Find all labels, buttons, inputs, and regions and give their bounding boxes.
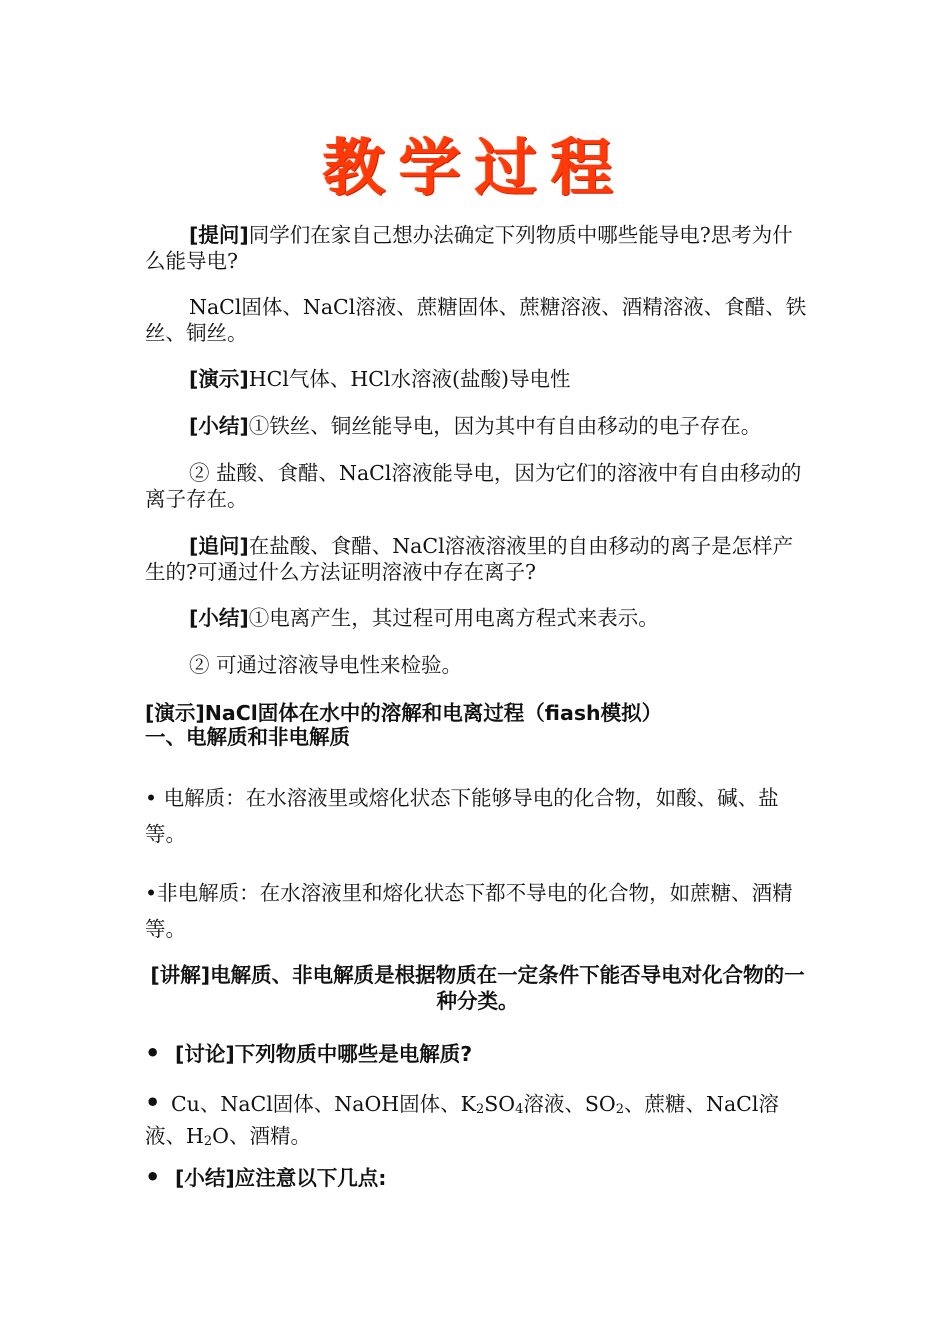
explanation-text: 电解质、非电解质是根据物质在一定条件下能否导电对化合物的一种分类。	[210, 963, 805, 1013]
subscript: 2	[615, 1102, 625, 1117]
paragraph-demo-flash	[145, 700, 810, 726]
tag-discussion: [讨论]	[175, 1042, 235, 1066]
tag-question: [提问]	[189, 223, 249, 247]
tag-explain: [讲解]	[150, 963, 211, 987]
tag-summary: [小结]	[189, 414, 249, 438]
substance-text: Cu、NaCl固体、NaOH固体、K	[171, 1092, 476, 1116]
substance-text: SO	[484, 1092, 516, 1116]
paragraph-summary-1	[145, 413, 810, 439]
summary-points-text: 应注意以下几点:	[234, 1166, 387, 1190]
demo-flash-text: NaCl固体在水中的溶解和电离过程（fiash模拟）	[204, 701, 663, 725]
paragraph-summary-2: ② 盐酸、食醋、NaCl溶液能导电，因为它们的溶液中有自由移动的离子存在。	[145, 461, 802, 511]
demo-text: HCl气体、HCl水溶液(盐酸)导电性	[248, 367, 571, 391]
subscript: 4	[515, 1102, 524, 1117]
paragraph-substance-list	[145, 1090, 810, 1155]
page-title: 教学过程	[322, 131, 627, 204]
bullet-icon: •	[145, 1039, 161, 1067]
discussion-text: 下列物质中哪些是电解质?	[234, 1042, 473, 1066]
tag-demo: [演示]	[189, 367, 249, 391]
summary-3-text: ①电离产生，其过程可用电离方程式来表示。	[248, 606, 659, 630]
subscript: 2	[203, 1134, 213, 1149]
summary-1-text: ①铁丝、铜丝能导电，因为其中有自由移动的电子存在。	[248, 414, 762, 438]
substance-text: 、蔗糖、NaCl溶液、H	[145, 1092, 779, 1148]
paragraph-question	[145, 222, 810, 274]
substance-text: O、酒精。	[212, 1124, 311, 1148]
subscript: 2	[475, 1102, 485, 1117]
paragraph-summary-points	[145, 1164, 810, 1191]
tag-followup: [追问]	[189, 534, 249, 558]
followup-text: 在盐酸、食醋、NaCl溶液溶液里的自由移动的离子是怎样产生的?可通过什么方法证明溶液中存在离子?	[145, 534, 794, 584]
bullet-icon: •	[145, 1088, 161, 1117]
paragraph-explanation	[145, 962, 810, 1014]
tag-demo: [演示]	[145, 701, 205, 725]
paragraph-discussion	[145, 1040, 810, 1067]
section-heading: 一、电解质和非电解质	[145, 725, 350, 749]
paragraph-summary-4: ② 可通过溶液导电性来检验。	[189, 653, 463, 677]
substance-text: 溶液、SO	[523, 1092, 616, 1116]
paragraph-followup	[145, 533, 810, 585]
bullet-icon: •	[145, 1163, 161, 1191]
tag-summary: [小结]	[175, 1166, 235, 1190]
question-text: 同学们在家自己想办法确定下列物质中哪些能导电?思考为什么能导电?	[145, 223, 793, 273]
definition-non-electrolyte: •非电解质：在水溶液里和熔化状态下都不导电的化合物，如蔗糖、酒精等。	[145, 881, 793, 941]
paragraph-substances: NaCl固体、NaCl溶液、蔗糖固体、蔗糖溶液、酒精溶液、食醋、铁丝、铜丝。	[145, 295, 807, 345]
definition-electrolyte: • 电解质：在水溶液里或熔化状态下能够导电的化合物，如酸、碱、盐等。	[145, 786, 779, 846]
paragraph-summary-3	[145, 605, 810, 631]
paragraph-demo	[145, 366, 810, 392]
tag-summary: [小结]	[189, 606, 249, 630]
